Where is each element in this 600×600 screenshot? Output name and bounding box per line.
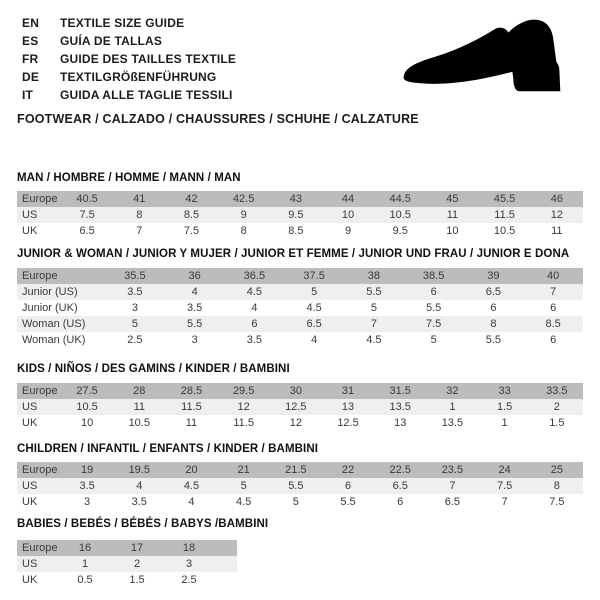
size-table-man: [17, 191, 583, 239]
size-table-junior-woman: [17, 268, 583, 348]
size-cell: 8.5: [545, 318, 561, 330]
size-cell: 6: [550, 334, 557, 346]
size-cell: 1: [449, 401, 456, 413]
size-header-row-europe: [17, 462, 583, 478]
size-cell: 19.5: [128, 464, 150, 476]
size-cell: 10: [80, 417, 94, 429]
size-cell: 8: [490, 318, 497, 330]
size-cell: 7.5: [183, 225, 200, 237]
language-code: DE: [22, 70, 40, 84]
size-cell: 16: [78, 542, 92, 554]
row-label: Europe: [22, 193, 58, 205]
language-text: GUIDE DES TAILLES TEXTILE: [60, 52, 237, 66]
size-cell: 23.5: [441, 464, 464, 476]
size-cell: 31: [341, 385, 355, 397]
size-cell: 29.5: [232, 385, 255, 397]
row-label: Europe: [22, 270, 58, 282]
size-cell: 8: [240, 225, 247, 237]
size-cell: 31.5: [389, 385, 411, 397]
size-cell: 6: [251, 318, 258, 330]
size-cell: 2: [553, 401, 560, 413]
size-cell: 12.5: [337, 417, 359, 429]
size-cell: 12: [550, 209, 563, 221]
category-line: FOOTWEAR / CALZADO / CHAUSSURES / SCHUHE / CALZATURE: [17, 112, 419, 126]
size-cell: 7: [136, 225, 143, 237]
table-title-man: MAN / HOMBRE / HOMME / MANN / MAN: [17, 172, 241, 184]
language-code: FR: [22, 52, 39, 66]
size-cell: 4: [136, 480, 143, 492]
size-cell: 6: [550, 302, 557, 314]
size-cell: 1.5: [129, 574, 145, 586]
size-cell: 6.5: [79, 225, 95, 237]
size-cell: 5: [430, 334, 437, 346]
size-cell: 21: [237, 464, 250, 476]
size-cell: 10.5: [128, 417, 150, 429]
size-cell: 40: [547, 270, 560, 282]
size-cell: 44.5: [389, 193, 411, 205]
size-cell: 6: [344, 480, 352, 492]
dress-shoe-icon: [398, 15, 574, 105]
size-cell: 28.5: [180, 385, 203, 397]
row-label: Junior (UK): [22, 302, 78, 314]
size-cell: 44: [341, 193, 355, 205]
size-cell: 5: [370, 302, 377, 314]
size-cell: 3.5: [131, 496, 147, 508]
size-cell: 46: [550, 193, 563, 205]
size-cell: 45.5: [493, 193, 516, 205]
size-cell: 11: [185, 417, 198, 429]
size-cell: 13: [394, 417, 407, 429]
size-cell: 11: [551, 225, 563, 237]
size-cell: 10: [341, 209, 355, 221]
size-header-row-europe: [17, 540, 237, 556]
size-row-us: [17, 478, 583, 494]
size-cell: 7.5: [549, 496, 565, 508]
size-row-us: [17, 207, 583, 223]
size-cell: 8: [553, 480, 560, 492]
size-cell: 3.5: [79, 480, 95, 492]
size-cell: 4: [188, 496, 195, 508]
size-cell: 22: [341, 464, 355, 476]
size-cell: 7.5: [425, 318, 442, 330]
row-label: UK: [22, 496, 38, 508]
size-cell: 36: [188, 270, 201, 282]
language-text: TEXTILGRÖßENFÜHRUNG: [60, 70, 217, 84]
size-cell: 1.5: [549, 417, 565, 429]
size-cell: 35.5: [124, 270, 146, 282]
size-row-uk: [17, 494, 583, 510]
size-cell: 12: [289, 417, 302, 429]
size-cell: 4: [311, 334, 318, 346]
size-cell: 6: [397, 496, 404, 508]
size-cell: 36.5: [243, 270, 266, 282]
size-cell: 37.5: [303, 270, 325, 282]
size-cell: 6: [490, 302, 497, 314]
size-cell: 6.5: [306, 318, 322, 330]
size-cell: 42.5: [232, 193, 255, 205]
size-cell: 13.5: [441, 417, 464, 429]
size-cell: 32: [446, 385, 459, 397]
size-row-junior-us: [17, 284, 583, 300]
size-cell: 7: [550, 286, 557, 298]
size-table-children: [17, 462, 583, 510]
size-cell: 4.5: [236, 496, 252, 508]
row-label: Woman (US): [22, 318, 86, 330]
size-cell: 3: [191, 334, 198, 346]
size-row-junior-uk: [17, 300, 583, 316]
size-table-kids: [17, 383, 583, 431]
size-cell: 39: [487, 270, 500, 282]
size-cell: 3: [131, 302, 138, 314]
size-cell: 4: [191, 286, 198, 298]
size-cell: 5.5: [288, 480, 304, 492]
size-cell: 2.5: [181, 574, 197, 586]
section-babies: [17, 518, 583, 588]
size-cell: 9.5: [288, 209, 304, 221]
size-header-row-europe: [17, 191, 583, 207]
size-cell: 10.5: [389, 209, 411, 221]
language-code: ES: [22, 34, 39, 48]
empty-cell: [215, 556, 237, 572]
size-cell: 13.5: [389, 401, 411, 413]
size-cell: 4: [251, 302, 258, 314]
size-cell: 11: [133, 401, 145, 413]
size-cell: 13: [341, 401, 355, 413]
size-table-babies: [17, 540, 237, 588]
size-cell: 5.5: [366, 286, 382, 298]
size-cell: 3: [185, 558, 193, 570]
language-text: GUIDA ALLE TAGLIE TESSILI: [60, 88, 233, 102]
size-header-row-europe: [17, 268, 583, 284]
size-cell: 7.5: [496, 480, 513, 492]
size-cell: 5: [311, 286, 318, 298]
size-cell: 45: [446, 193, 459, 205]
row-label: UK: [22, 417, 38, 429]
row-label: UK: [22, 225, 38, 237]
size-cell: 18: [182, 542, 196, 554]
size-cell: 38: [367, 270, 380, 282]
size-cell: 5.5: [425, 302, 442, 314]
row-label: Woman (UK): [22, 334, 86, 346]
size-cell: 5: [131, 318, 138, 330]
row-label: Europe: [22, 542, 58, 554]
size-cell: 4.5: [183, 480, 200, 492]
size-cell: 5.5: [485, 334, 502, 346]
language-text: GUÍA DE TALLAS: [60, 34, 163, 48]
size-cell: 12.5: [285, 401, 307, 413]
size-cell: 7: [370, 318, 377, 330]
size-cell: 5.5: [340, 496, 356, 508]
language-code: EN: [22, 16, 40, 30]
size-cell: 11.5: [181, 401, 202, 413]
table-title-babies: BABIES / BEBÉS / BÉBÉS / BABYS /BAMBINI: [17, 518, 269, 530]
size-cell: 3.5: [186, 302, 203, 314]
size-cell: 8: [136, 209, 143, 221]
size-cell: 11.5: [494, 209, 515, 221]
size-cell: 6.5: [392, 480, 408, 492]
size-cell: 0.5: [77, 574, 93, 586]
size-cell: 1: [81, 558, 89, 570]
empty-cell: [215, 572, 237, 588]
row-label: US: [22, 401, 38, 413]
size-cell: 43: [289, 193, 302, 205]
size-cell: 2: [133, 558, 141, 570]
size-cell: 10.5: [493, 225, 516, 237]
empty-cell: [215, 540, 237, 556]
row-label: US: [22, 209, 38, 221]
row-label: UK: [22, 574, 38, 586]
size-row-woman-us: [17, 316, 583, 332]
size-cell: 28: [133, 385, 146, 397]
size-row-woman-uk: [17, 332, 583, 348]
size-cell: 1.5: [496, 401, 513, 413]
size-cell: 4.5: [366, 334, 382, 346]
size-cell: 6.5: [485, 286, 502, 298]
row-label: US: [22, 480, 38, 492]
size-cell: 3: [84, 496, 91, 508]
size-row-uk: [17, 223, 583, 239]
size-cell: 19: [80, 464, 94, 476]
size-cell: 22.5: [389, 464, 411, 476]
size-cell: 11: [446, 209, 459, 221]
table-title-junior-woman: JUNIOR & WOMAN / JUNIOR Y MUJER / JUNIOR ET FEMME / JUNIOR UND FRAU / JUNIOR E DONA: [17, 248, 570, 260]
size-cell: 4.5: [246, 286, 263, 298]
size-cell: 11.5: [233, 417, 254, 429]
size-cell: 9: [344, 225, 352, 237]
table-title-kids: KIDS / NIÑOS / DES GAMINS / KINDER / BAMBINI: [17, 363, 290, 375]
size-cell: 20: [185, 464, 198, 476]
size-cell: 3.5: [127, 286, 143, 298]
size-cell: 21.5: [285, 464, 307, 476]
section-man: [17, 172, 583, 239]
size-cell: 8.5: [288, 225, 304, 237]
size-cell: 10.5: [76, 401, 98, 413]
size-row-uk: [17, 415, 583, 431]
size-cell: 4.5: [306, 302, 322, 314]
language-code: IT: [22, 88, 34, 102]
size-cell: 24: [498, 464, 511, 476]
size-cell: 7: [501, 496, 508, 508]
size-cell: 6: [430, 286, 437, 298]
row-label: Junior (US): [22, 286, 78, 298]
row-label: Europe: [22, 385, 58, 397]
size-row-us: [17, 556, 237, 572]
size-cell: 40.5: [76, 193, 98, 205]
size-cell: 8.5: [183, 209, 200, 221]
size-cell: 42: [185, 193, 198, 205]
row-label: US: [22, 558, 38, 570]
size-row-us: [17, 399, 583, 415]
size-cell: 25: [550, 464, 563, 476]
size-cell: 27.5: [76, 385, 98, 397]
size-cell: 1: [501, 417, 508, 429]
section-children: [17, 443, 583, 510]
row-label: Europe: [22, 464, 58, 476]
size-cell: 33: [498, 385, 511, 397]
size-cell: 3.5: [246, 334, 263, 346]
size-cell: 12: [237, 401, 250, 413]
size-cell: 38.5: [422, 270, 445, 282]
table-title-children: CHILDREN / INFANTIL / ENFANTS / KINDER / BAMBINI: [17, 443, 319, 455]
size-cell: 9: [240, 209, 247, 221]
size-cell: 33.5: [546, 385, 568, 397]
section-junior-woman: [17, 248, 583, 348]
size-cell: 7.5: [79, 209, 95, 221]
size-cell: 6.5: [444, 496, 461, 508]
size-cell: 5: [292, 496, 299, 508]
size-cell: 41: [133, 193, 146, 205]
size-header-row-europe: [17, 383, 583, 399]
size-cell: 5: [240, 480, 247, 492]
section-kids: [17, 363, 583, 431]
size-cell: 5.5: [186, 318, 203, 330]
size-cell: 2.5: [127, 334, 143, 346]
size-cell: 30: [289, 385, 302, 397]
size-cell: 17: [130, 542, 144, 554]
size-cell: 7: [449, 480, 456, 492]
size-row-uk: [17, 572, 237, 588]
size-cell: 9.5: [392, 225, 408, 237]
language-text: TEXTILE SIZE GUIDE: [60, 16, 185, 30]
size-cell: 10: [446, 225, 459, 237]
